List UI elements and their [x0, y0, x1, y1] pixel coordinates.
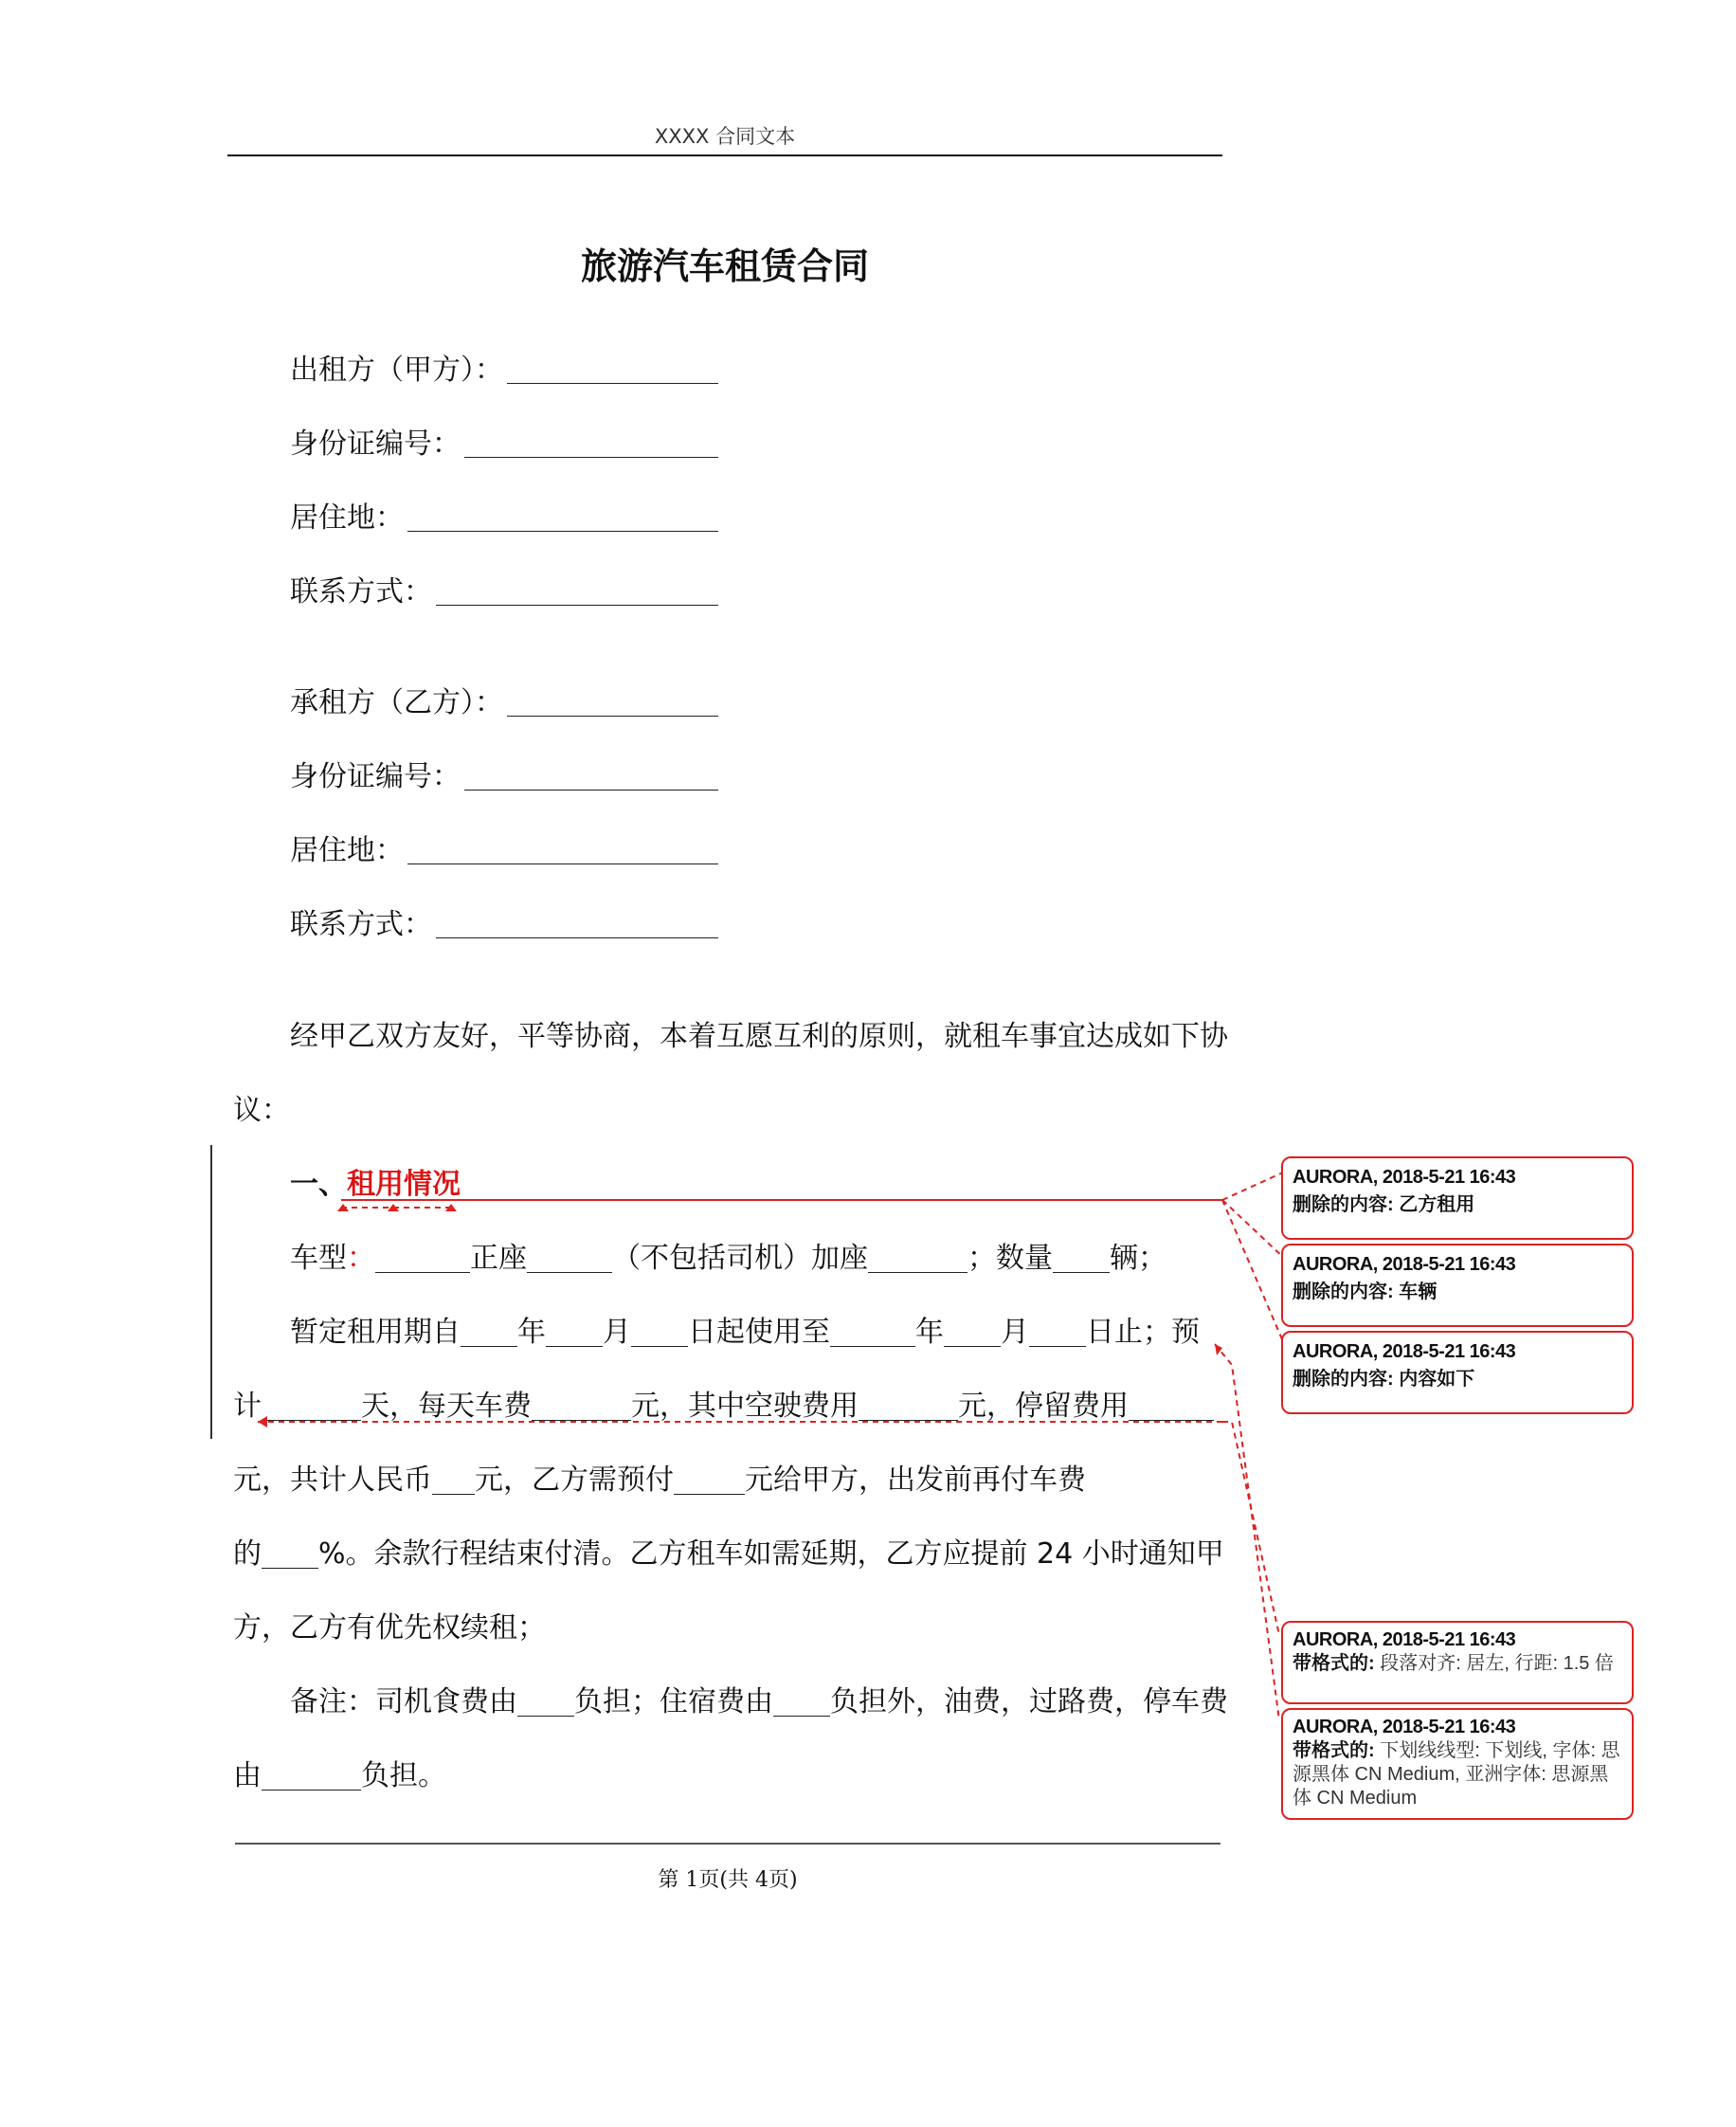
- lessor-contact-label: 联系方式：: [290, 575, 432, 609]
- intro-line-2: 议：: [233, 1094, 290, 1127]
- comment-body: 段落对齐: 居左, 行距: 1.5 倍: [1380, 1653, 1614, 1674]
- document-title: 旅游汽车租赁合同: [580, 245, 869, 287]
- format-arrow-2: [1215, 1344, 1222, 1355]
- page-number: 第 1页(共 4页): [658, 1868, 798, 1892]
- comment-header: AURORA, 2018-5-21 16:43: [1293, 1717, 1516, 1737]
- total-label: 元，共计人民币: [233, 1463, 432, 1497]
- section-1-title: 租用情况: [347, 1168, 461, 1201]
- extra-seats-label: （不包括司机）加座: [612, 1242, 868, 1275]
- revision-comment-1[interactable]: [1281, 1156, 1634, 1240]
- connector-1: [1222, 1172, 1285, 1200]
- comment-label: 带格式的:: [1293, 1653, 1375, 1674]
- lessor-address-label: 居住地：: [290, 501, 404, 535]
- lessor-label: 出租方（甲方）：: [290, 354, 503, 387]
- prepay-suffix: 元给甲方，出发前再付车费: [745, 1463, 1086, 1497]
- lessee-id-label: 身份证编号：: [290, 760, 461, 793]
- borne-by-label: 由: [233, 1759, 262, 1792]
- lessee-label: 承租方（乙方）：: [290, 686, 503, 719]
- format-arrow: [258, 1416, 267, 1427]
- comment-header: AURORA, 2018-5-21 16:43: [1293, 1254, 1516, 1275]
- comment-header: AURORA, 2018-5-21 16:43: [1293, 1167, 1516, 1188]
- month-label-1: 月: [603, 1316, 631, 1349]
- lessee-contact-label: 联系方式：: [290, 908, 432, 941]
- unit-label: 辆；: [1110, 1242, 1166, 1275]
- connector-4: [1222, 1422, 1279, 1635]
- period-end-suffix: 日止；预: [1086, 1316, 1200, 1349]
- year-label-1: 年: [517, 1316, 546, 1349]
- percent-prefix: 的: [233, 1537, 262, 1571]
- lessee-address-label: 居住地：: [290, 834, 404, 867]
- connector-3: [1222, 1200, 1285, 1346]
- stay-fee-label: 元，停留费用: [958, 1390, 1129, 1423]
- page-header-title: XXXX 合同文本: [654, 125, 796, 148]
- quantity-label: ；数量: [967, 1242, 1053, 1275]
- comment-body: 下划线线型: 下划线, 字体: 思源黑体 CN Medium, 亚洲字体: 思源黑体 CN Medium: [1293, 1740, 1620, 1809]
- comment-header: AURORA, 2018-5-21 16:43: [1293, 1341, 1516, 1362]
- month-label-2: 月: [1001, 1316, 1029, 1349]
- revision-comment-3[interactable]: [1281, 1331, 1634, 1414]
- comment-label: 删除的内容:: [1293, 1282, 1394, 1302]
- empty-run-label: 元，其中空驶费用: [631, 1390, 859, 1423]
- borne-suffix: 负担。: [361, 1759, 446, 1792]
- comment-header: AURORA, 2018-5-21 16:43: [1293, 1629, 1516, 1650]
- comment-label: 带格式的:: [1293, 1740, 1375, 1761]
- intro-line-1: 经甲乙双方友好，平等协商，本着互愿互利的原则，就租车事宜达成如下协: [290, 1020, 1228, 1053]
- comment-label: 删除的内容:: [1293, 1194, 1394, 1215]
- marker-arrow-1: [337, 1204, 349, 1211]
- other-fees-label: 负担外，油费，过路费，停车费: [830, 1685, 1228, 1718]
- connector-2: [1222, 1200, 1285, 1259]
- comment-body: 乙方租用: [1399, 1194, 1475, 1215]
- vehicle-type-colon: ：: [347, 1242, 375, 1275]
- footer-rule: [235, 1843, 1221, 1845]
- meal-label: 备注：司机食费由: [290, 1685, 517, 1718]
- estimate-label: 计: [233, 1390, 262, 1423]
- comment-body: 车辆: [1399, 1282, 1438, 1302]
- connector-5: [1215, 1344, 1279, 1720]
- revision-comment-2[interactable]: [1281, 1244, 1634, 1327]
- vehicle-type-label: 车型: [290, 1242, 347, 1275]
- section-1-prefix: 一、: [290, 1168, 347, 1201]
- period-end-label: 日起使用至: [688, 1316, 830, 1349]
- percent-suffix: %。余款行程结束付清。乙方租车如需延期，乙方应提前 24 小时通知甲: [318, 1537, 1224, 1571]
- lodging-label: 负担；住宿费由: [574, 1685, 773, 1718]
- period-start-label: 暂定租用期自: [290, 1316, 461, 1349]
- year-label-2: 年: [915, 1316, 944, 1349]
- revision-comment-4[interactable]: [1281, 1621, 1634, 1704]
- daily-fee-label: 天，每天车费: [361, 1390, 532, 1423]
- renewal-line: 方，乙方有优先权续租；: [233, 1611, 546, 1645]
- seats-label: 正座: [470, 1242, 527, 1275]
- lessor-id-label: 身份证编号：: [290, 427, 461, 461]
- revision-comment-5[interactable]: [1281, 1708, 1634, 1820]
- prepay-label: 元，乙方需预付: [475, 1463, 674, 1497]
- comment-label: 删除的内容:: [1293, 1369, 1394, 1390]
- comment-body: 内容如下: [1399, 1369, 1475, 1390]
